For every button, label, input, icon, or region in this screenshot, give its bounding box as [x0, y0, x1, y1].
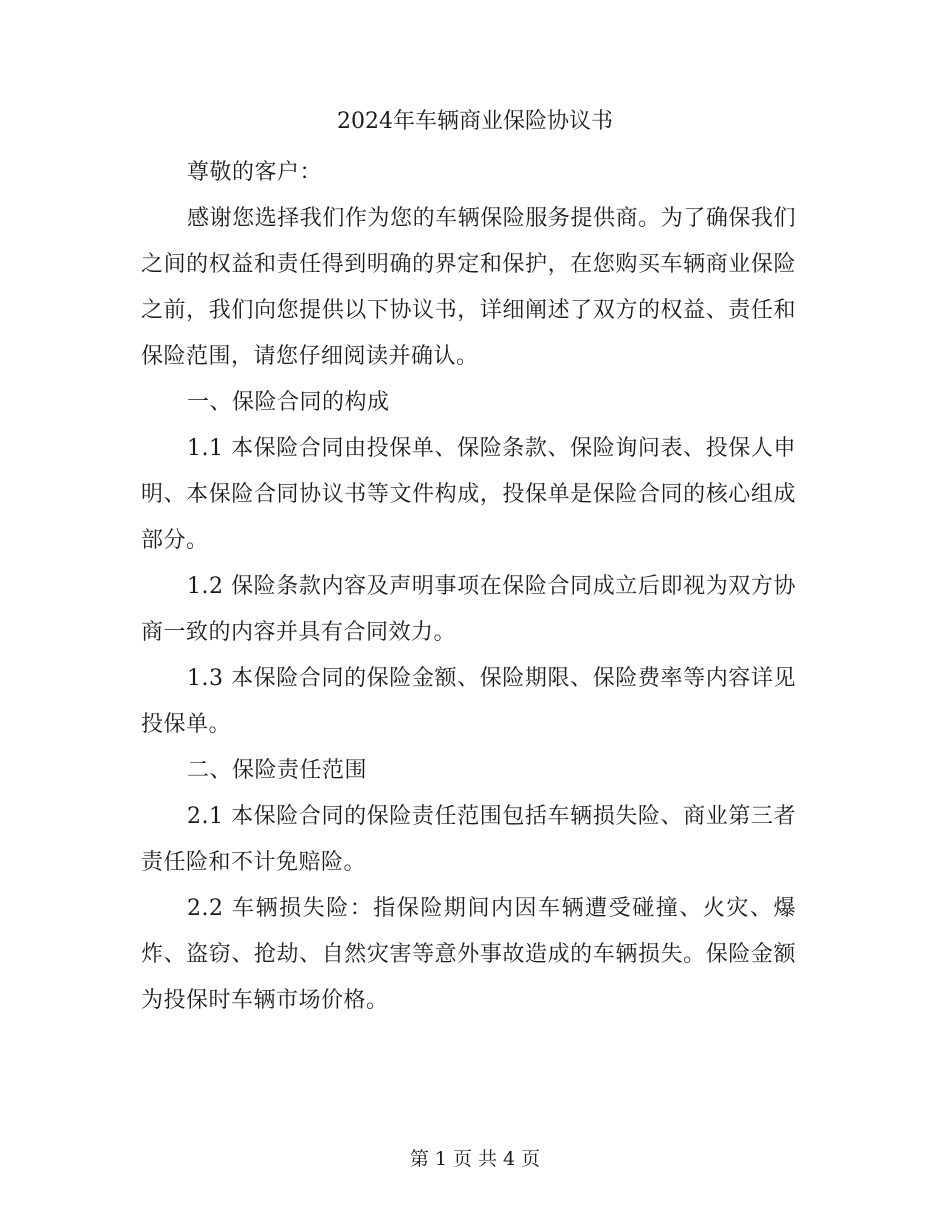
intro-paragraph: 感谢您选择我们作为您的车辆保险服务提供商。为了确保我们之间的权益和责任得到明确的界定和保护，在您购买车辆商业保险之前，我们向您提供以下协议书，详细阐述了双方的权益、责任和保险范围，请您仔细阅读并确认。 — [141, 206, 796, 369]
section-heading-1: 一、保险合同的构成 — [187, 390, 390, 415]
document-title: 2024年车辆商业保险协议书 — [337, 109, 613, 134]
section-heading-2: 二、保险责任范围 — [187, 758, 368, 783]
clause-2-1: 2.1 本保险合同的保险责任范围包括车辆损失险、商业第三者责任险和不计免赔险。 — [141, 804, 796, 875]
clause-1-3: 1.3 本保险合同的保险金额、保险期限、保险费率等内容详见投保单。 — [141, 666, 796, 737]
page-number-footer: 第 1 页 共 4 页 — [409, 1148, 541, 1170]
clause-1-1: 1.1 本保险合同由投保单、保险条款、保险询问表、投保人申明、本保险合同协议书等文件构成，投保单是保险合同的核心组成部分。 — [141, 436, 796, 553]
document-body — [141, 150, 796, 1024]
clause-1-2: 1.2 保险条款内容及声明事项在保险合同成立后即视为双方协商一致的内容并具有合同效力。 — [141, 574, 796, 645]
clause-2-2: 2.2 车辆损失险：指保险期间内因车辆遭受碰撞、火灾、爆炸、盗窃、抢劫、自然灾害等意外事故造成的车辆损失。保险金额为投保时车辆市场价格。 — [141, 896, 796, 1013]
salutation: 尊敬的客户： — [187, 160, 323, 185]
